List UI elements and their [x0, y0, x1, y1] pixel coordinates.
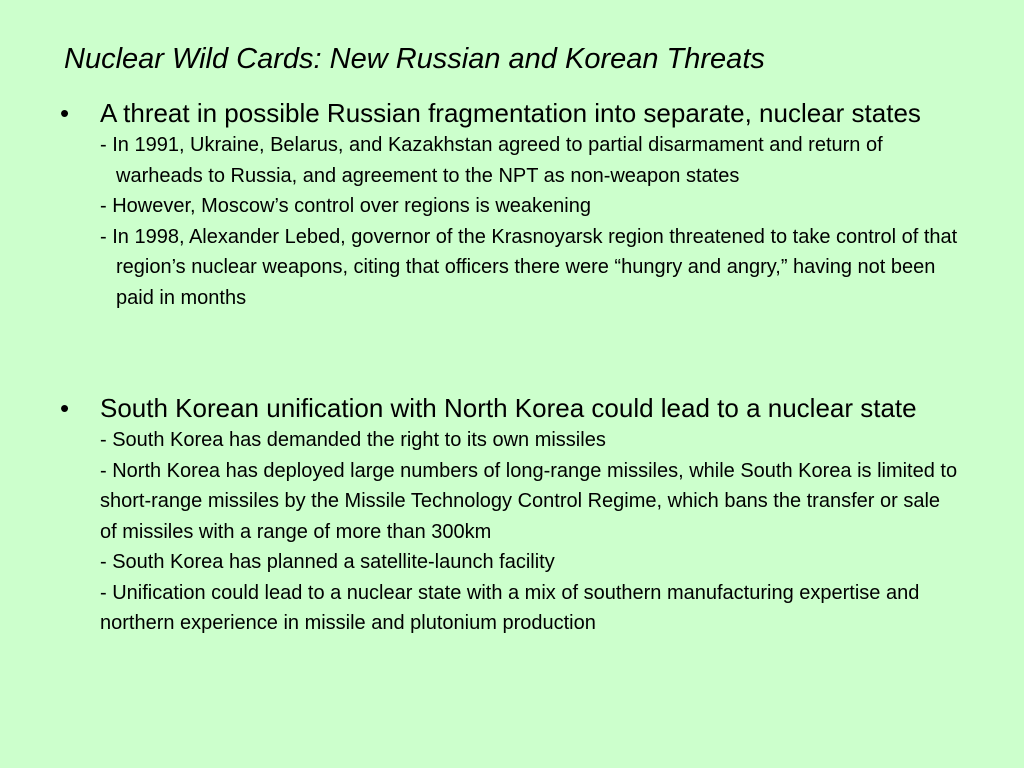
sub-point-list — [100, 130, 960, 313]
sub-point: - In 1991, Ukraine, Belarus, and Kazakhstan agreed to partial disarmament and return of warheads to Russia, and agreement to the NPT as non-weapon states — [100, 134, 883, 187]
slide-title: Nuclear Wild Cards: New Russian and Korean Threats — [64, 43, 765, 75]
bullet-point-icon: • — [60, 98, 70, 128]
bullet-russia — [60, 96, 960, 313]
sub-point: - In 1998, Alexander Lebed, governor of the Krasnoyarsk region threatened to take control of that region’s nuclear weapons, citing that officers there were “hungry and angry,” having not been paid in months — [100, 225, 958, 309]
bullet-heading: A threat in possible Russian fragmentation into separate, nuclear states — [100, 98, 921, 128]
bullet-korea — [60, 391, 960, 639]
sub-point: - Unification could lead to a nuclear state with a mix of southern manufacturing expertise and northern experience in missile and plutonium production — [100, 581, 920, 634]
sub-point-list — [100, 425, 960, 639]
sub-point: - South Korea has planned a satellite-launch facility — [100, 551, 555, 573]
bullet-body — [100, 391, 960, 639]
sub-point: - South Korea has demanded the right to its own missiles — [100, 429, 606, 451]
sub-point: - North Korea has deployed large numbers of long-range missiles, while South Korea is limited to short-range missiles by the Missile Technology Control Regime, which bans the transfer or sale of missiles with a range of more than 300km — [100, 459, 958, 543]
bullet-heading: South Korean unification with North Korea could lead to a nuclear state — [100, 393, 917, 423]
bullet-body — [100, 96, 960, 313]
bullet-point-icon: • — [60, 393, 70, 423]
sub-point: - However, Moscow’s control over regions is weakening — [100, 195, 591, 217]
